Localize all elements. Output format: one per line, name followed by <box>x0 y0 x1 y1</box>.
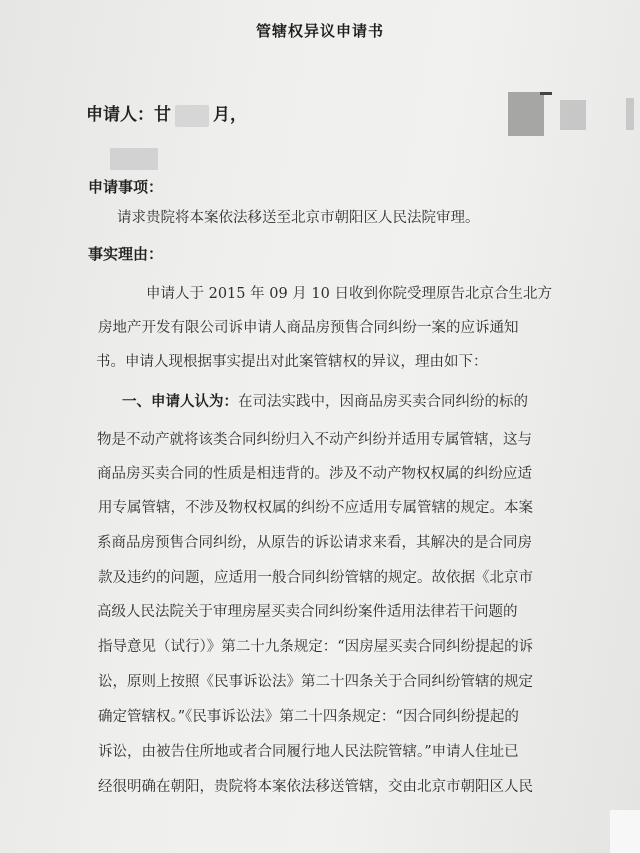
facts-line: 确定管辖权。”《民事诉讼法》第二十四条规定：“因合同纠纷提起的 <box>98 709 519 725</box>
facts-line: 商品房买卖合同的性质是相违背的。涉及不动产物权权属的纠纷应适 <box>97 466 532 482</box>
applicant-name-first: 甘 <box>154 105 171 125</box>
facts-line: 在司法实践中，因商品房买卖合同纠纷的标的 <box>238 394 528 410</box>
facts-heading: 事实理由： <box>88 245 164 263</box>
request-text: 请求贵院将本案依法移送至北京市朝阳区人民法院审理。 <box>117 210 480 226</box>
facts-line: 诉讼，由被告住所地或者合同履行地人民法院管辖。”申请人住址已 <box>98 744 519 760</box>
facts-line: 用专属管辖，不涉及物权权属的纠纷不应适用专属管辖的规定。本案 <box>98 500 533 516</box>
redaction-blur <box>626 98 634 130</box>
point-one-label: 一、申请人认为： <box>122 393 238 410</box>
document-title: 管辖权异议申请书 <box>255 22 384 40</box>
facts-line: 物是不动产就将该类合同纠纷归入不动产纠纷并适用专属管辖，这与 <box>97 432 532 448</box>
redaction-blur <box>110 148 158 170</box>
redaction-blur <box>175 105 209 127</box>
applicant-name-last: 月， <box>213 105 247 125</box>
applicant-label: 申请人： <box>86 105 154 125</box>
point-one-line <box>122 390 528 411</box>
facts-line: 款及违约的问题，应适用一般合同纠纷管辖的规定。故依据《北京市 <box>98 570 533 586</box>
facts-line: 申请人于 2015 年 09 月 10 日收到你院受理原告北京合生北方 <box>146 286 552 302</box>
applicant-line <box>86 100 247 127</box>
facts-line: 书。申请人现根据事实提出对此案管辖权的异议，理由如下： <box>96 354 488 370</box>
facts-line: 系商品房预售合同纠纷，从原告的诉讼请求来看，其解决的是合同房 <box>97 535 532 551</box>
redaction-blur <box>508 92 544 136</box>
facts-line: 高级人民法院关于审理房屋买卖合同纠纷案件适用法律若干问题的 <box>97 604 518 620</box>
request-heading: 申请事项： <box>88 178 164 196</box>
facts-line: 经很明确在朝阳，贵院将本案依法移送管辖，交由北京市朝阳区人民 <box>98 779 533 795</box>
facts-line: 讼，原则上按照《民事诉讼法》第二十四条关于合同纠纷管辖的规定 <box>98 674 533 690</box>
facts-line: 指导意见（试行）》第二十九条规定：“因房屋买卖合同纠纷提起的诉 <box>98 639 534 655</box>
redaction-mark <box>540 92 552 95</box>
facts-line: 房地产开发有限公司诉申请人商品房预售合同纠纷一案的应诉通知 <box>98 320 519 336</box>
page-corner <box>610 810 640 853</box>
redaction-blur <box>560 100 586 130</box>
